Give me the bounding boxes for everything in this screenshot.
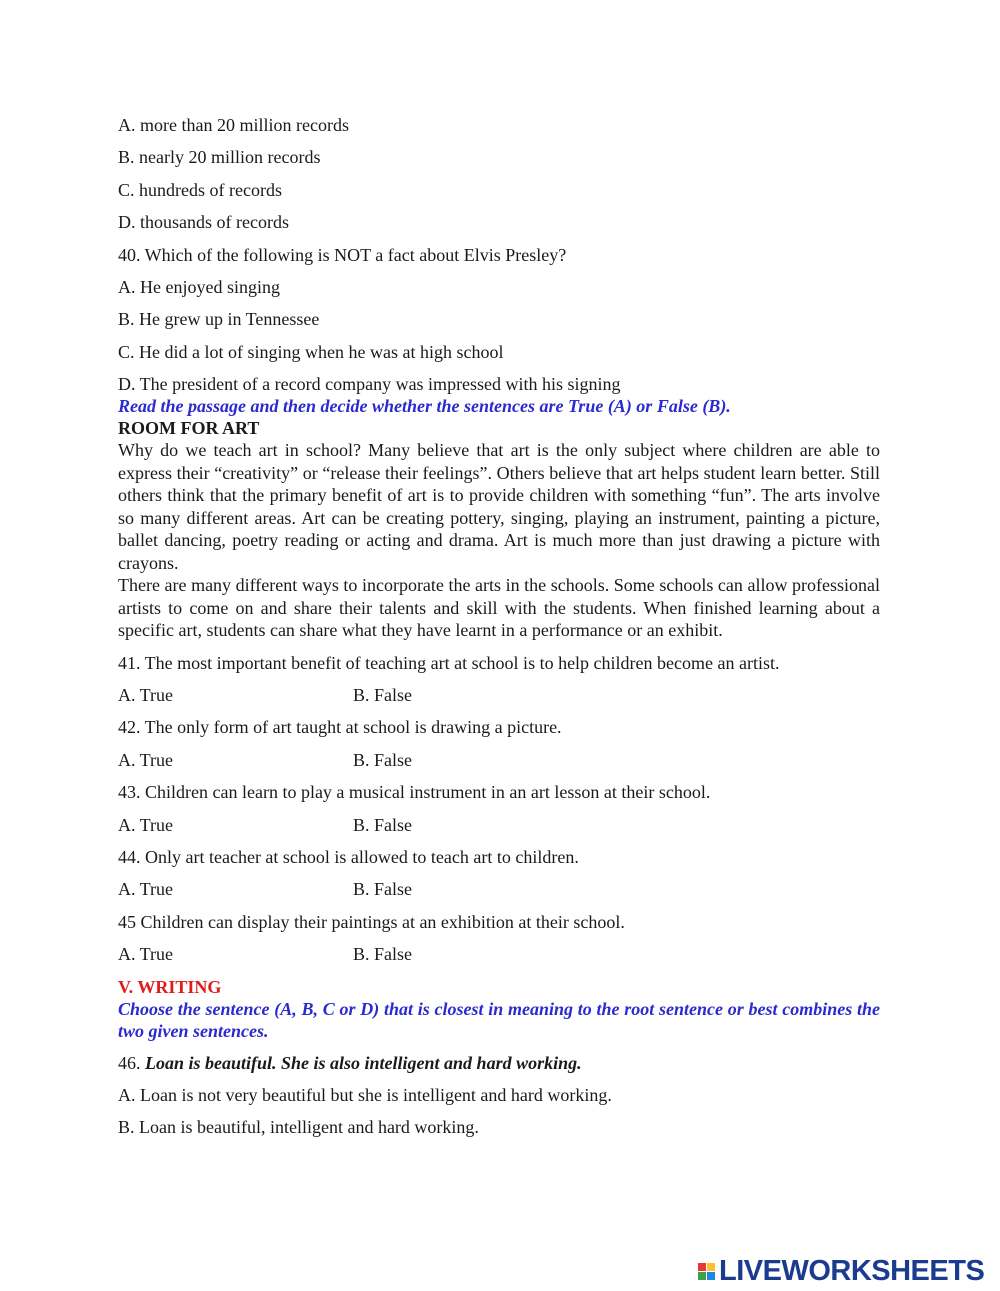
liveworksheets-logo-icon	[698, 1263, 715, 1280]
q44-option-false: B. False	[353, 879, 413, 900]
q42-options	[118, 749, 880, 771]
q42-option-true: A. True	[118, 749, 174, 770]
q40-question: 40. Which of the following is NOT a fact about Elvis Presley?	[118, 244, 567, 265]
q46-option-a: A. Loan is not very beautiful but she is intelligent and hard working.	[118, 1084, 612, 1105]
q42-question: 42. The only form of art taught at school is drawing a picture.	[118, 717, 562, 738]
q46-text: Loan is beautiful. She is also intelligent and hard working.	[145, 1052, 582, 1073]
q45-option-false: B. False	[353, 944, 413, 965]
q43-options	[118, 814, 880, 836]
q41-option-false: B. False	[353, 685, 413, 706]
writing-section-title: V. WRITING	[118, 976, 222, 997]
q40-option-b: B. He grew up in Tennessee	[118, 309, 320, 330]
q43-option-false: B. False	[353, 814, 413, 835]
q44-options	[118, 878, 880, 900]
q39-option-b: B. nearly 20 million records	[118, 147, 321, 168]
writing-instruction: Choose the sentence (A, B, C or D) that is closest in meaning to the root sentence or best combines the two given sentences.	[118, 998, 880, 1041]
liveworksheets-logo	[698, 1256, 984, 1286]
q41-option-true: A. True	[118, 685, 174, 706]
q44-option-true: A. True	[118, 879, 174, 900]
passage-paragraph-2: There are many different ways to incorporate the arts in the schools. Some schools can allow professional artists to come on and share their talents and skill with the students. When finished learning about a specific art, students can share what they have learnt in a performance or an exhibit.	[118, 575, 880, 641]
q40-option-a: A. He enjoyed singing	[118, 276, 280, 297]
q40-option-d: D. The president of a record company was impressed with his signing	[118, 374, 621, 395]
q45-question: 45 Children can display their paintings at an exhibition at their school.	[118, 911, 625, 932]
q39-option-a: A. more than 20 million records	[118, 115, 349, 135]
reading-instruction: Read the passage and then decide whether the sentences are True (A) or False (B).	[118, 396, 731, 417]
liveworksheets-logo-text: LIVEWORKSHEETS	[719, 1254, 985, 1287]
q43-question: 43. Children can learn to play a musical instrument in an art lesson at their school.	[118, 782, 711, 803]
q45-options	[118, 943, 880, 965]
q43-option-true: A. True	[118, 814, 174, 835]
worksheet-page	[118, 114, 880, 1138]
q45-option-true: A. True	[118, 944, 174, 965]
q44-question: 44. Only art teacher at school is allowed to teach art to children.	[118, 846, 579, 867]
q46-number: 46.	[118, 1052, 145, 1073]
passage-paragraph-1: Why do we teach art in school? Many believe that art is the only subject where children are able to express their “creativity” or “release their feelings”. Others believe that art helps student learn better. Still others think that the primary benefit of art is to provide children with something “fun”. The arts involve so many different areas. Art can be creating pottery, singing, playing an instrument, painting a picture, ballet dancing, poetry reading or acting and drama. Art is much more than just drawing a picture with crayons.	[118, 440, 880, 573]
q42-option-false: B. False	[353, 749, 413, 770]
passage-title: ROOM FOR ART	[118, 418, 260, 439]
q46-option-b: B. Loan is beautiful, intelligent and hard working.	[118, 1117, 479, 1138]
q46-question	[118, 1052, 880, 1074]
q39-option-d: D. thousands of records	[118, 212, 289, 233]
q41-question: 41. The most important benefit of teaching art at school is to help children become an artist.	[118, 652, 780, 673]
q41-options	[118, 684, 880, 706]
q39-option-c: C. hundreds of records	[118, 179, 282, 200]
q40-option-c: C. He did a lot of singing when he was at high school	[118, 341, 504, 362]
